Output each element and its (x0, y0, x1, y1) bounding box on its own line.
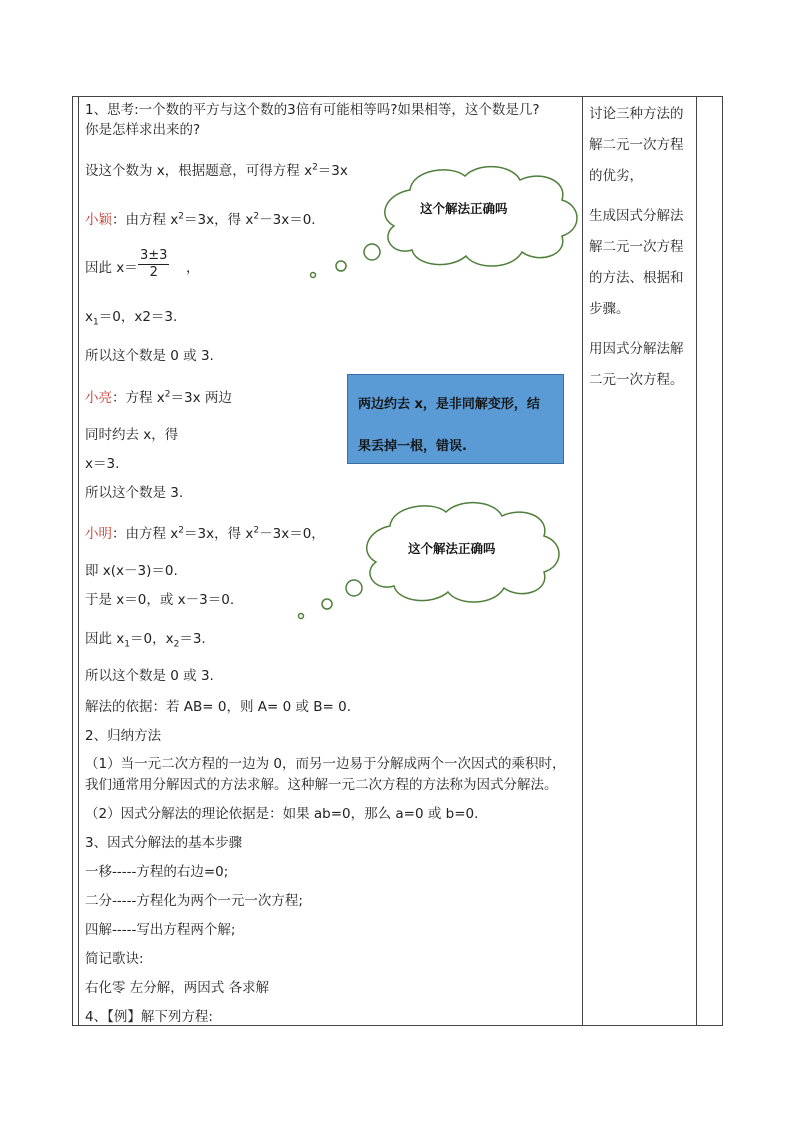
section-2-title: 2、归纳方法 (85, 728, 162, 744)
right-line-1: 讨论三种方法的 (589, 106, 684, 122)
step-2: 二分-----方程化为两个一元一次方程; (85, 893, 303, 909)
section-2-para-2: （2）因式分解法的理论依据是：如果 ab=0，那么 a=0 或 b=0. (85, 806, 479, 822)
section-2-para-1-line-1: （1）当一元二次方程的一边为 0，而另一边易于分解成两个一次因式的乘积时， (85, 756, 566, 772)
right-line-9: 二元一次方程。 (589, 372, 684, 388)
right-line-8: 用因式分解法解 (589, 341, 684, 357)
table-right-border (722, 96, 723, 1026)
right-line-4: 生成因式分解法 (589, 208, 684, 224)
error-note-line-1: 两边约去 x，是非同解变形，结 (358, 397, 540, 412)
error-note-box (347, 374, 564, 464)
table-inner-left-border (78, 96, 79, 1026)
xiaoying-line: 小颖：由方程 $x^2=3x$，得 $x^2-3x=0$. (85, 211, 316, 228)
fraction: $\frac{3\pm 3}{2}$ (140, 248, 168, 280)
thought-bubble-2 (290, 500, 590, 625)
table-divider-2 (696, 96, 697, 1026)
answer-2: 所以这个数是 3. (85, 485, 184, 501)
basis-line: 解法的依据：若 AB= 0，则 A= 0 或 B= 0. (85, 699, 352, 715)
xiaoliang-line: 小亮：方程 $x^2=3x$ 两边 (85, 389, 232, 406)
setup-line: 设这个数为 x，根据题意，可得方程 $x^2=3x$ (85, 162, 348, 179)
xiaoming-name: 小明 (85, 526, 112, 542)
right-line-6: 的方法、根据和 (589, 270, 684, 286)
section-2-para-1-line-2: 我们通常用分解因式的方法求解。这种解一元二次方程的方法称为因式分解法。 (85, 777, 558, 793)
question-line-1: 1、思考:一个数的平方与这个数的3倍有可能相等吗?如果相等，这个数是几? (85, 102, 540, 118)
bubble-1-text: 这个解法正确吗 (420, 201, 508, 216)
right-line-7: 步骤。 (589, 301, 630, 317)
mnemonic-title: 简记歌诀: (85, 951, 144, 967)
xiaoliang-line-2: 同时约去 x，得 (85, 427, 179, 443)
question-line-2: 你是怎样求出来的? (85, 122, 201, 138)
section-3-title: 3、因式分解法的基本步骤 (85, 835, 243, 851)
xiaoliang-line-3: x＝3. (85, 456, 120, 472)
right-line-3: 的优劣， (589, 168, 643, 184)
answer-1: 所以这个数是 0 或 3. (85, 348, 214, 364)
table-left-border (72, 96, 73, 1026)
xiaoming-line: 小明：由方程 $x^2=3x$，得 $x^2-3x=0$， (85, 525, 325, 542)
error-note-line-2: 果丢掉一根，错误. (358, 439, 467, 454)
section-4-title: 4、【例】解下列方程: (85, 1009, 213, 1025)
bubble-2-text: 这个解法正确吗 (408, 541, 496, 556)
xiaoming-line-2: 即 x(x－3)＝0. (85, 563, 178, 579)
step-3: 四解-----写出方程两个解; (85, 922, 236, 938)
hence-label: 因此 x＝ (85, 260, 138, 276)
right-line-5: 解二元一次方程 (589, 239, 684, 255)
thought-bubble-1 (300, 160, 600, 285)
fraction-comma: ， (186, 260, 200, 276)
right-line-2: 解二元一次方程 (589, 137, 684, 153)
mnemonic: 右化零 左分解，两因式 各求解 (85, 980, 270, 996)
table-top-border (72, 96, 723, 97)
step-1: 一移-----方程的右边=0; (85, 864, 229, 880)
xiaoying-name: 小颖 (85, 212, 112, 228)
xiaoming-line-4: 因此 $x_1=0$，$x_2=3$. (85, 631, 206, 650)
xiaoming-line-3: 于是 x＝0，或 x－3＝0. (85, 592, 235, 608)
answer-3: 所以这个数是 0 或 3. (85, 668, 214, 684)
xiaoliang-name: 小亮 (85, 390, 112, 406)
x1-line: $x_1=0$，x2＝3. (85, 309, 178, 328)
